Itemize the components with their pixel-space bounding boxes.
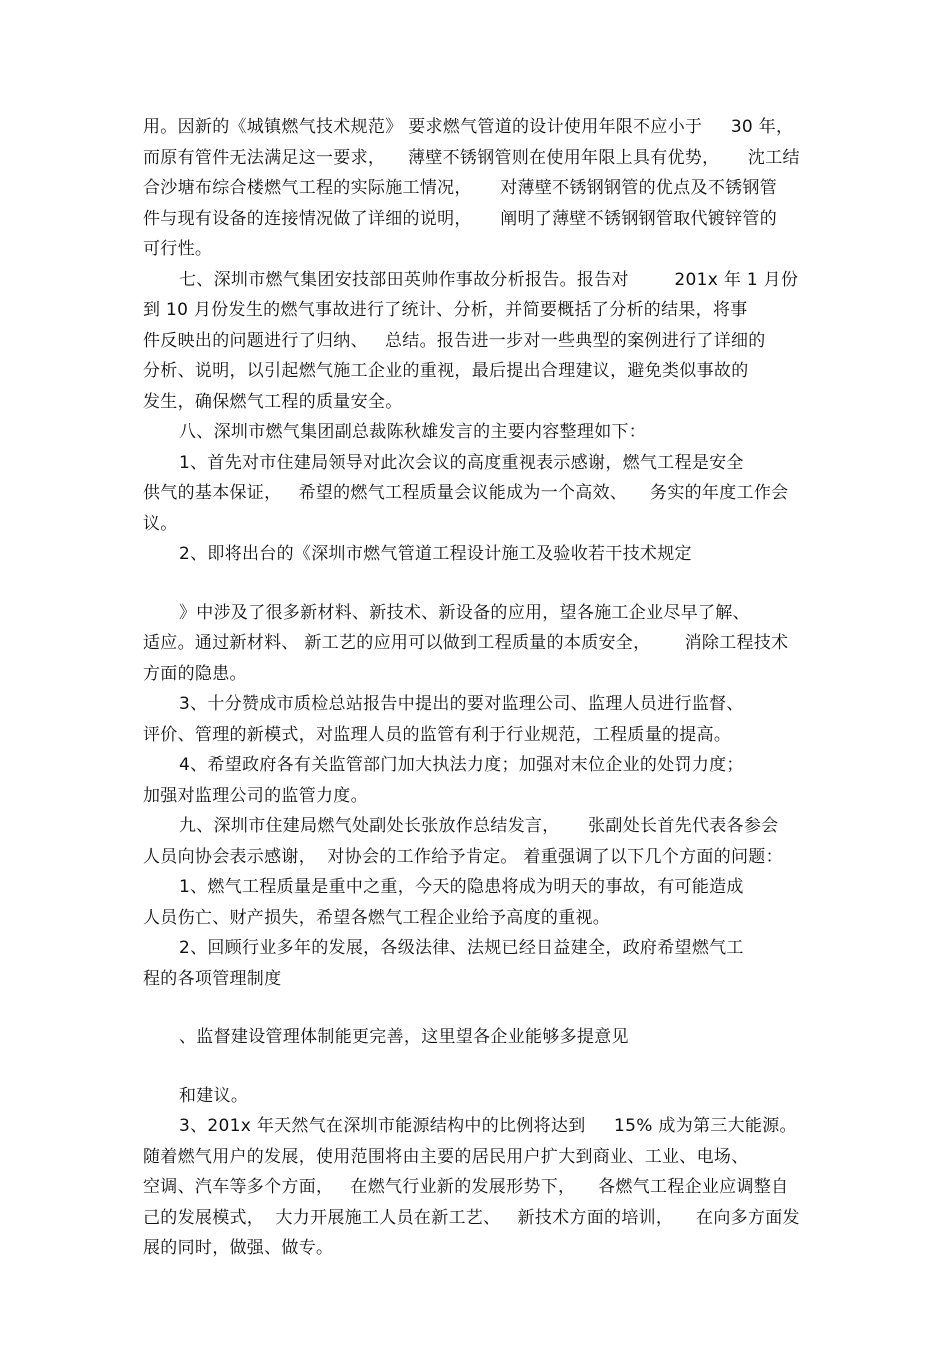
text-line: 》中涉及了很多新材料、新技术、新设备的应用，望各施工企业尽早了解、 [179, 602, 750, 623]
text-line: 人员向协会表示感谢， 对协会的工作给予肯定。 着重强调了以下几个方面的问题： [143, 846, 783, 867]
text-line: 空调、汽车等多个方面， 在燃气行业新的发展形势下， 各燃气工程企业应调整自 [143, 1177, 789, 1197]
text-line: 可行性。 [143, 239, 213, 259]
section-heading-8: 八、深圳市燃气集团副总裁陈秋雄发言的主要内容整理如下： [179, 422, 647, 442]
paragraph-gap [143, 1053, 813, 1081]
text-line: 加强对监理公司的监管力度。 [143, 785, 368, 806]
text-line: 件与现有设备的连接情况做了详细的说明， 阐明了薄壁不锈钢钢管取代镀锌管的 [143, 208, 778, 229]
section-heading-7: 七、深圳市燃气集团安技部田英帅作事故分析报告。报告对 201x 年 1 月份 [179, 269, 799, 290]
text-line: 到 10 月份发生的燃气事故进行了统计、分析，并简要概括了分析的结果，将事 [143, 300, 748, 320]
paragraph-gap [143, 994, 813, 1022]
text-line: 展的同时，做强、做专。 [143, 1238, 334, 1258]
list-item-1b: 1、燃气工程质量是重中之重，今天的隐患将成为明天的事故，有可能造成 [179, 877, 744, 897]
text-line: 用。因新的《城镇燃气技术规范》 要求燃气管道的设计使用年限不应小于 30 年， [143, 117, 794, 137]
text-line: 合沙塘布综合楼燃气工程的实际施工情况， 对薄壁不锈钢钢管的优点及不锈钢管 [143, 178, 778, 198]
text-line: 发生，确保燃气工程的质量安全。 [143, 391, 403, 412]
text-line: 件反映出的问题进行了归纳、 总结。报告进一步对一些典型的案例进行了详细的 [143, 330, 766, 351]
text-line: 和建议。 [179, 1085, 249, 1106]
text-line: 议。 [143, 513, 178, 534]
text-line: 评价、管理的新模式，对监理人员的监管有利于行业规范，工程质量的提高。 [143, 724, 732, 745]
list-item-3b: 3、201x 年天然气在深圳市能源结构中的比例将达到 15% 成为第三大能源。 [179, 1116, 797, 1136]
text-line: 程的各项管理制度 [143, 968, 282, 989]
text-line: 分析、说明，以引起燃气施工企业的重视，最后提出合理建议，避免类似事故的 [143, 361, 749, 381]
text-line: 己的发展模式， 大力开展施工人员在新工艺、 新技术方面的培训， 在向多方面发 [143, 1207, 800, 1228]
text-line: 随着燃气用户的发展，使用范围将由主要的居民用户扩大到商业、工业、电场、 [143, 1146, 749, 1167]
list-item-1: 1、首先对市住建局领导对此次会议的高度重视表示感谢，燃气工程是安全 [179, 452, 744, 473]
text-line: 人员伤亡、财产损失，希望各燃气工程企业给予高度的重视。 [143, 907, 611, 928]
text-line: 方面的隐患。 [143, 663, 247, 684]
list-item-3: 3、十分赞成市质检总站报告中提出的要对监理公司、监理人员进行监督、 [179, 694, 744, 714]
text-line: 供气的基本保证， 希望的燃气工程质量会议能成为一个高效、 务实的年度工作会 [143, 483, 789, 503]
paragraph-gap [143, 570, 813, 598]
text-line: 而原有管件无法满足这一要求， 薄壁不锈钢管则在使用年限上具有优势， 沈工结 [143, 147, 800, 168]
section-heading-9: 九、深圳市住建局燃气处副处长张放作总结发言， 张副处长首先代表各参会 [179, 816, 779, 836]
list-item-2b: 2、回顾行业多年的发展，各级法律、法规已经日益建全，政府希望燃气工 [179, 938, 744, 958]
text-line: 适应。通过新材料、 新工艺的应用可以做到工程质量的本质安全， 消除工程技术 [143, 633, 789, 653]
document-body [143, 112, 813, 1264]
list-item-2: 2、即将出台的《深圳市燃气管道工程设计施工及验收若干技术规定 [179, 544, 692, 564]
text-line: 、监督建设管理体制能更完善，这里望各企业能够多提意见 [179, 1027, 629, 1047]
list-item-4: 4、希望政府各有关监管部门加大执法力度；加强对末位企业的处罚力度； [179, 755, 744, 775]
